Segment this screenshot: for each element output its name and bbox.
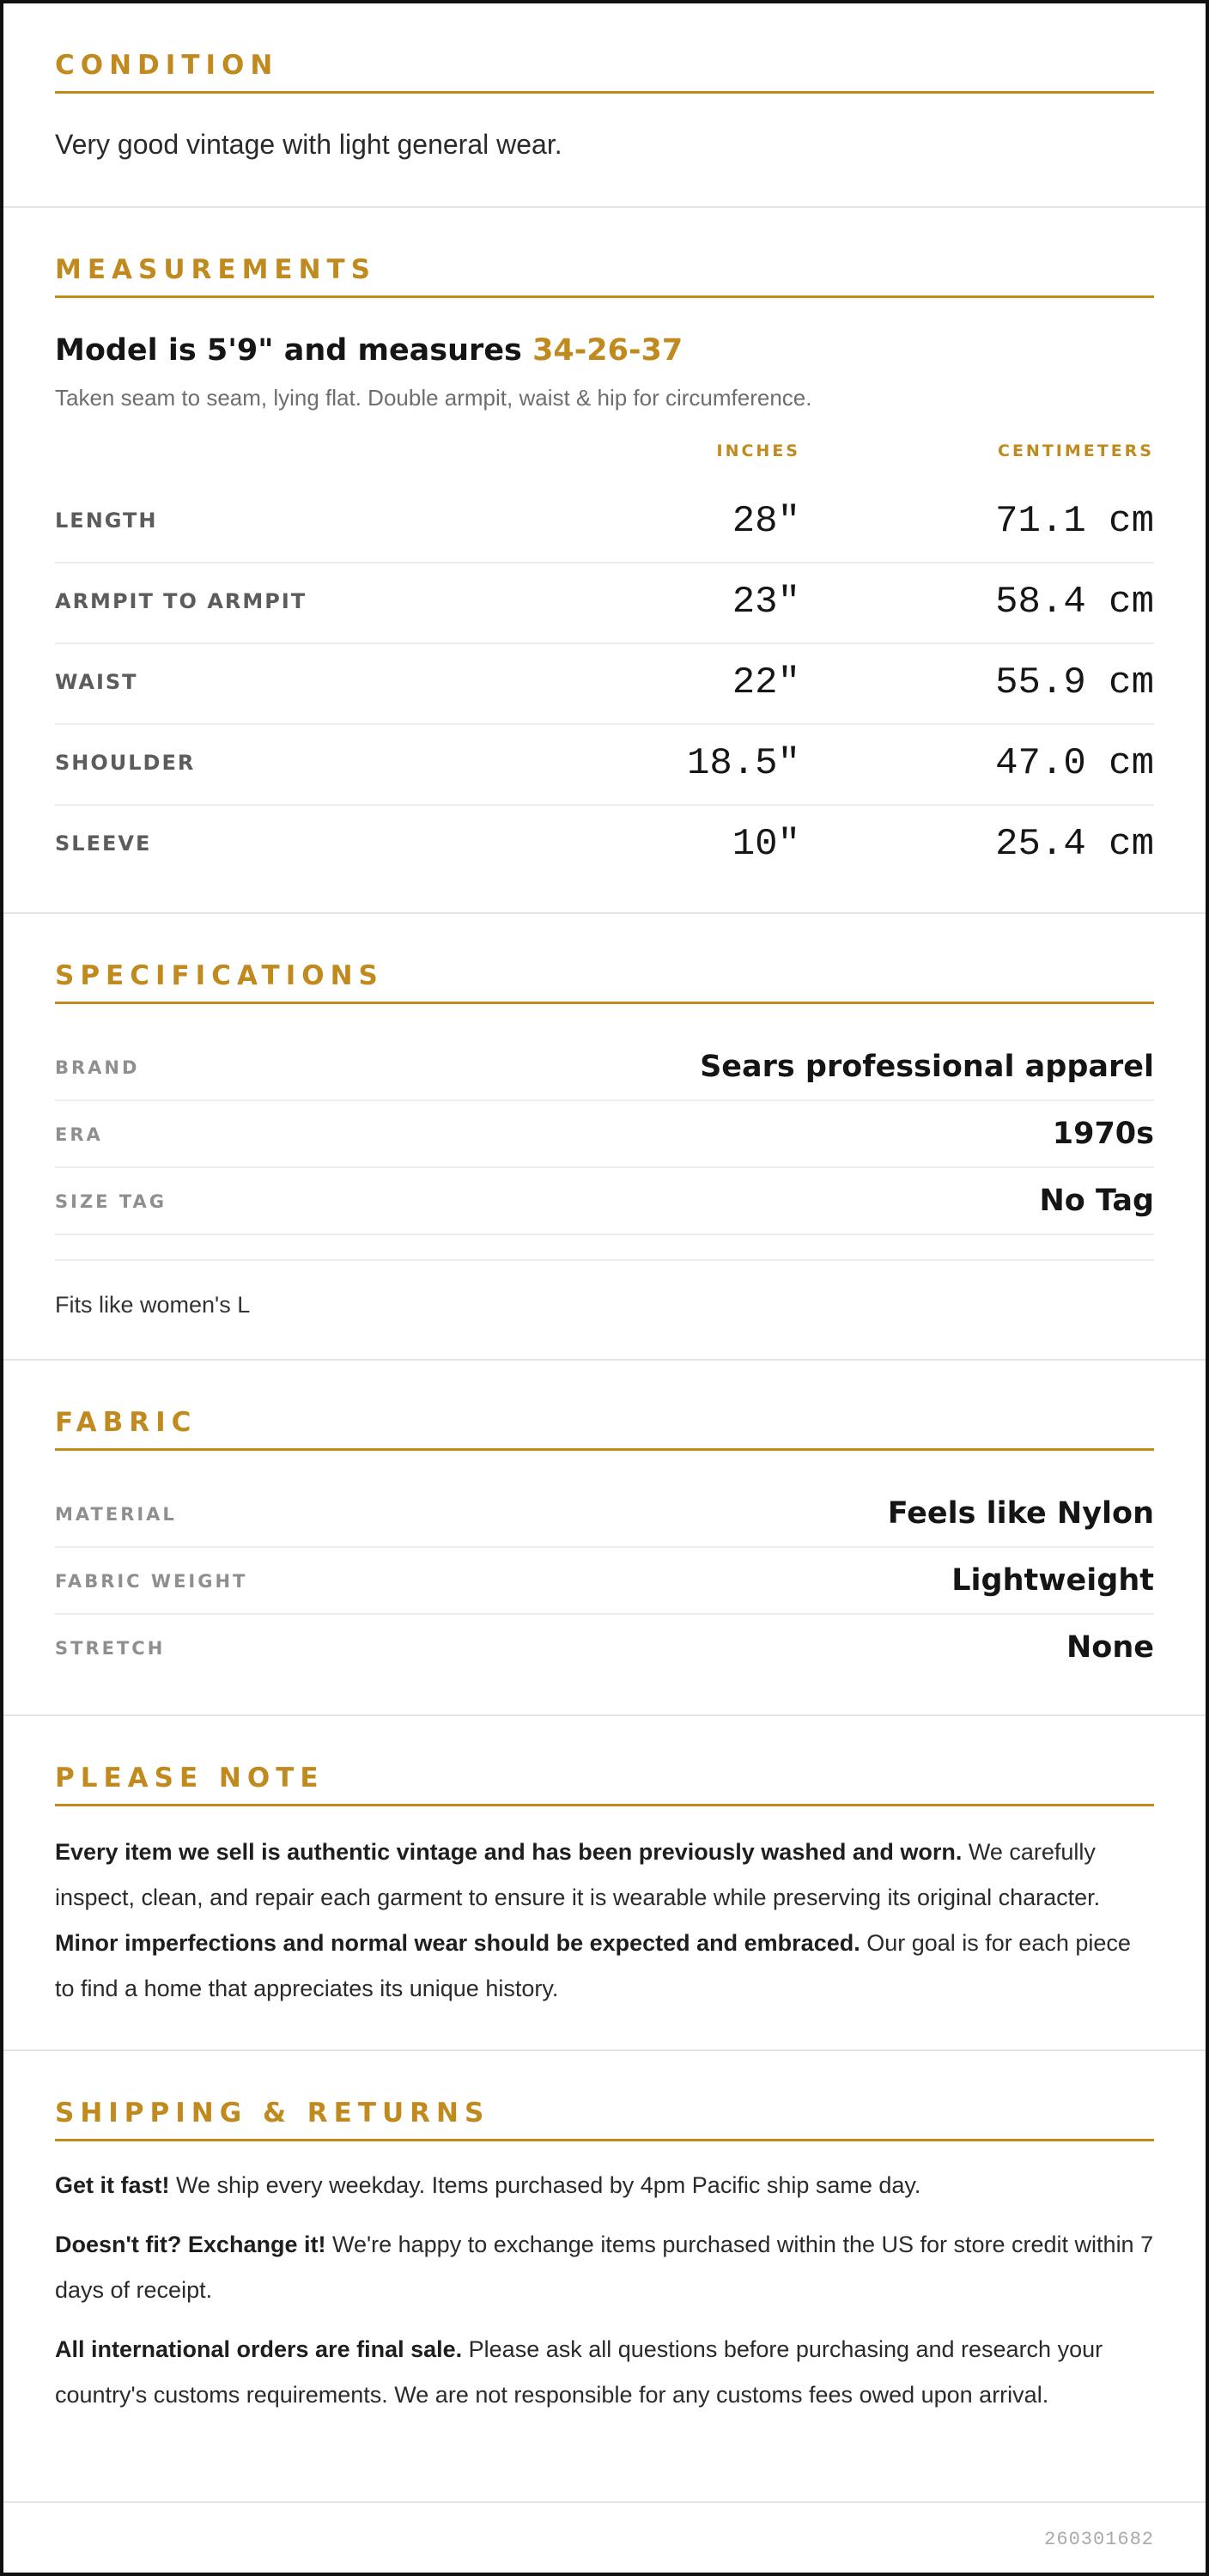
measurement-row-armpit bbox=[55, 562, 1154, 644]
shipping-bold-2: Doesn't fit? Exchange it! bbox=[55, 2232, 326, 2257]
fabric-row-weight bbox=[55, 1546, 1154, 1615]
shipping-paragraph-2 bbox=[55, 2222, 1154, 2313]
fabric-heading: FABRIC bbox=[55, 1407, 197, 1438]
spec-value: 1970s bbox=[1052, 1117, 1154, 1151]
spec-row-brand bbox=[55, 1032, 1154, 1101]
shipping-heading: SHIPPING & RETURNS bbox=[55, 2098, 490, 2128]
condition-section bbox=[3, 3, 1206, 208]
shipping-rule bbox=[55, 2139, 1154, 2141]
spec-row-era bbox=[55, 1099, 1154, 1168]
note-bold-1: Every item we sell is authentic vintage and has been previously washed and worn. bbox=[55, 1839, 963, 1865]
fabric-value: Feels like Nylon bbox=[887, 1496, 1154, 1531]
measurement-cm: 47.0 cm bbox=[995, 742, 1154, 785]
measurement-label: ARMPIT TO ARMPIT bbox=[55, 589, 307, 613]
spec-key: ERA bbox=[55, 1124, 103, 1145]
condition-rule bbox=[55, 91, 1154, 94]
model-measures-value: 34-26-37 bbox=[532, 333, 683, 368]
fabric-key: MATERIAL bbox=[55, 1504, 177, 1525]
shipping-text-3: Please ask all questions before purchasing and research your country's customs requirements. We are not responsible for any customs fees owed upon arrival. bbox=[55, 2336, 1103, 2408]
shipping-text-1: We ship every weekday. Items purchased by 4pm Pacific ship same day. bbox=[169, 2172, 921, 2198]
note-bold-2: Minor imperfections and normal wear should be expected and embraced. bbox=[55, 1930, 860, 1956]
specifications-heading: SPECIFICATIONS bbox=[55, 960, 384, 991]
spec-key: SIZE TAG bbox=[55, 1191, 167, 1212]
shipping-section bbox=[3, 2051, 1206, 2503]
measurement-inches: 23" bbox=[732, 581, 800, 624]
fabric-value: None bbox=[1066, 1630, 1154, 1665]
fit-note: Fits like women's L bbox=[55, 1292, 251, 1318]
specifications-section bbox=[3, 914, 1206, 1361]
footer bbox=[3, 2503, 1206, 2576]
fabric-rule bbox=[55, 1448, 1154, 1451]
measurement-cm: 55.9 cm bbox=[995, 661, 1154, 704]
measurement-label: SHOULDER bbox=[55, 751, 196, 775]
please-note-rule bbox=[55, 1804, 1154, 1806]
centimeters-column-header: CENTIMETERS bbox=[998, 442, 1154, 460]
measurement-cm: 25.4 cm bbox=[995, 823, 1154, 866]
shipping-paragraph-3 bbox=[55, 2327, 1154, 2418]
please-note-heading: PLEASE NOTE bbox=[55, 1763, 325, 1793]
condition-text: Very good vintage with light general wear. bbox=[55, 129, 562, 160]
fabric-row-material bbox=[55, 1479, 1154, 1548]
measurement-label: WAIST bbox=[55, 670, 138, 694]
measurement-label: SLEEVE bbox=[55, 831, 152, 856]
fabric-key: FABRIC WEIGHT bbox=[55, 1571, 248, 1592]
shipping-bold-1: Get it fast! bbox=[55, 2172, 170, 2198]
fabric-row-stretch bbox=[55, 1613, 1154, 1680]
condition-heading: CONDITION bbox=[55, 50, 279, 81]
measurement-row-length bbox=[55, 481, 1154, 563]
measurement-row-sleeve bbox=[55, 804, 1154, 885]
fabric-section bbox=[3, 1361, 1206, 1716]
sku-number: 260301682 bbox=[1044, 2529, 1154, 2550]
measurement-row-waist bbox=[55, 642, 1154, 725]
specifications-rule bbox=[55, 1002, 1154, 1004]
fabric-value: Lightweight bbox=[951, 1563, 1154, 1598]
measurement-inches: 28" bbox=[732, 500, 800, 543]
shipping-paragraph-1 bbox=[55, 2163, 1154, 2208]
model-prefix: Model is 5'9" and measures bbox=[55, 333, 533, 368]
spec-value: Sears professional apparel bbox=[700, 1050, 1154, 1084]
measurement-cm: 71.1 cm bbox=[995, 500, 1154, 543]
model-measurements bbox=[55, 333, 683, 368]
measurement-row-shoulder bbox=[55, 723, 1154, 806]
shipping-bold-3: All international orders are final sale. bbox=[55, 2336, 463, 2362]
spec-key: BRAND bbox=[55, 1057, 140, 1078]
fit-divider bbox=[55, 1259, 1154, 1261]
measurements-heading: MEASUREMENTS bbox=[55, 254, 377, 285]
spec-row-size-tag bbox=[55, 1166, 1154, 1235]
please-note-section bbox=[3, 1716, 1206, 2051]
note-text-2: Our goal is for each piece to find a home that appreciates its unique history. bbox=[55, 1930, 1131, 2001]
fabric-key: STRETCH bbox=[55, 1638, 166, 1659]
measurement-label: LENGTH bbox=[55, 509, 158, 533]
please-note-paragraph bbox=[55, 1830, 1154, 2012]
measurement-inches: 10" bbox=[732, 823, 800, 866]
measurements-rule bbox=[55, 295, 1154, 298]
measurement-instructions: Taken seam to seam, lying flat. Double armpit, waist & hip for circumference. bbox=[55, 385, 812, 411]
measurement-inches: 18.5" bbox=[686, 742, 800, 785]
shipping-text-2: We're happy to exchange items purchased within the US for store credit within 7 days of receipt. bbox=[55, 2232, 1154, 2303]
measurements-section bbox=[3, 208, 1206, 914]
spec-value: No Tag bbox=[1039, 1184, 1154, 1218]
inches-column-header: INCHES bbox=[716, 442, 800, 460]
measurement-inches: 22" bbox=[732, 661, 800, 704]
note-text-1: We carefully inspect, clean, and repair each garment to ensure it is wearable while preserving its original character. bbox=[55, 1839, 1101, 1910]
measurement-cm: 58.4 cm bbox=[995, 581, 1154, 624]
